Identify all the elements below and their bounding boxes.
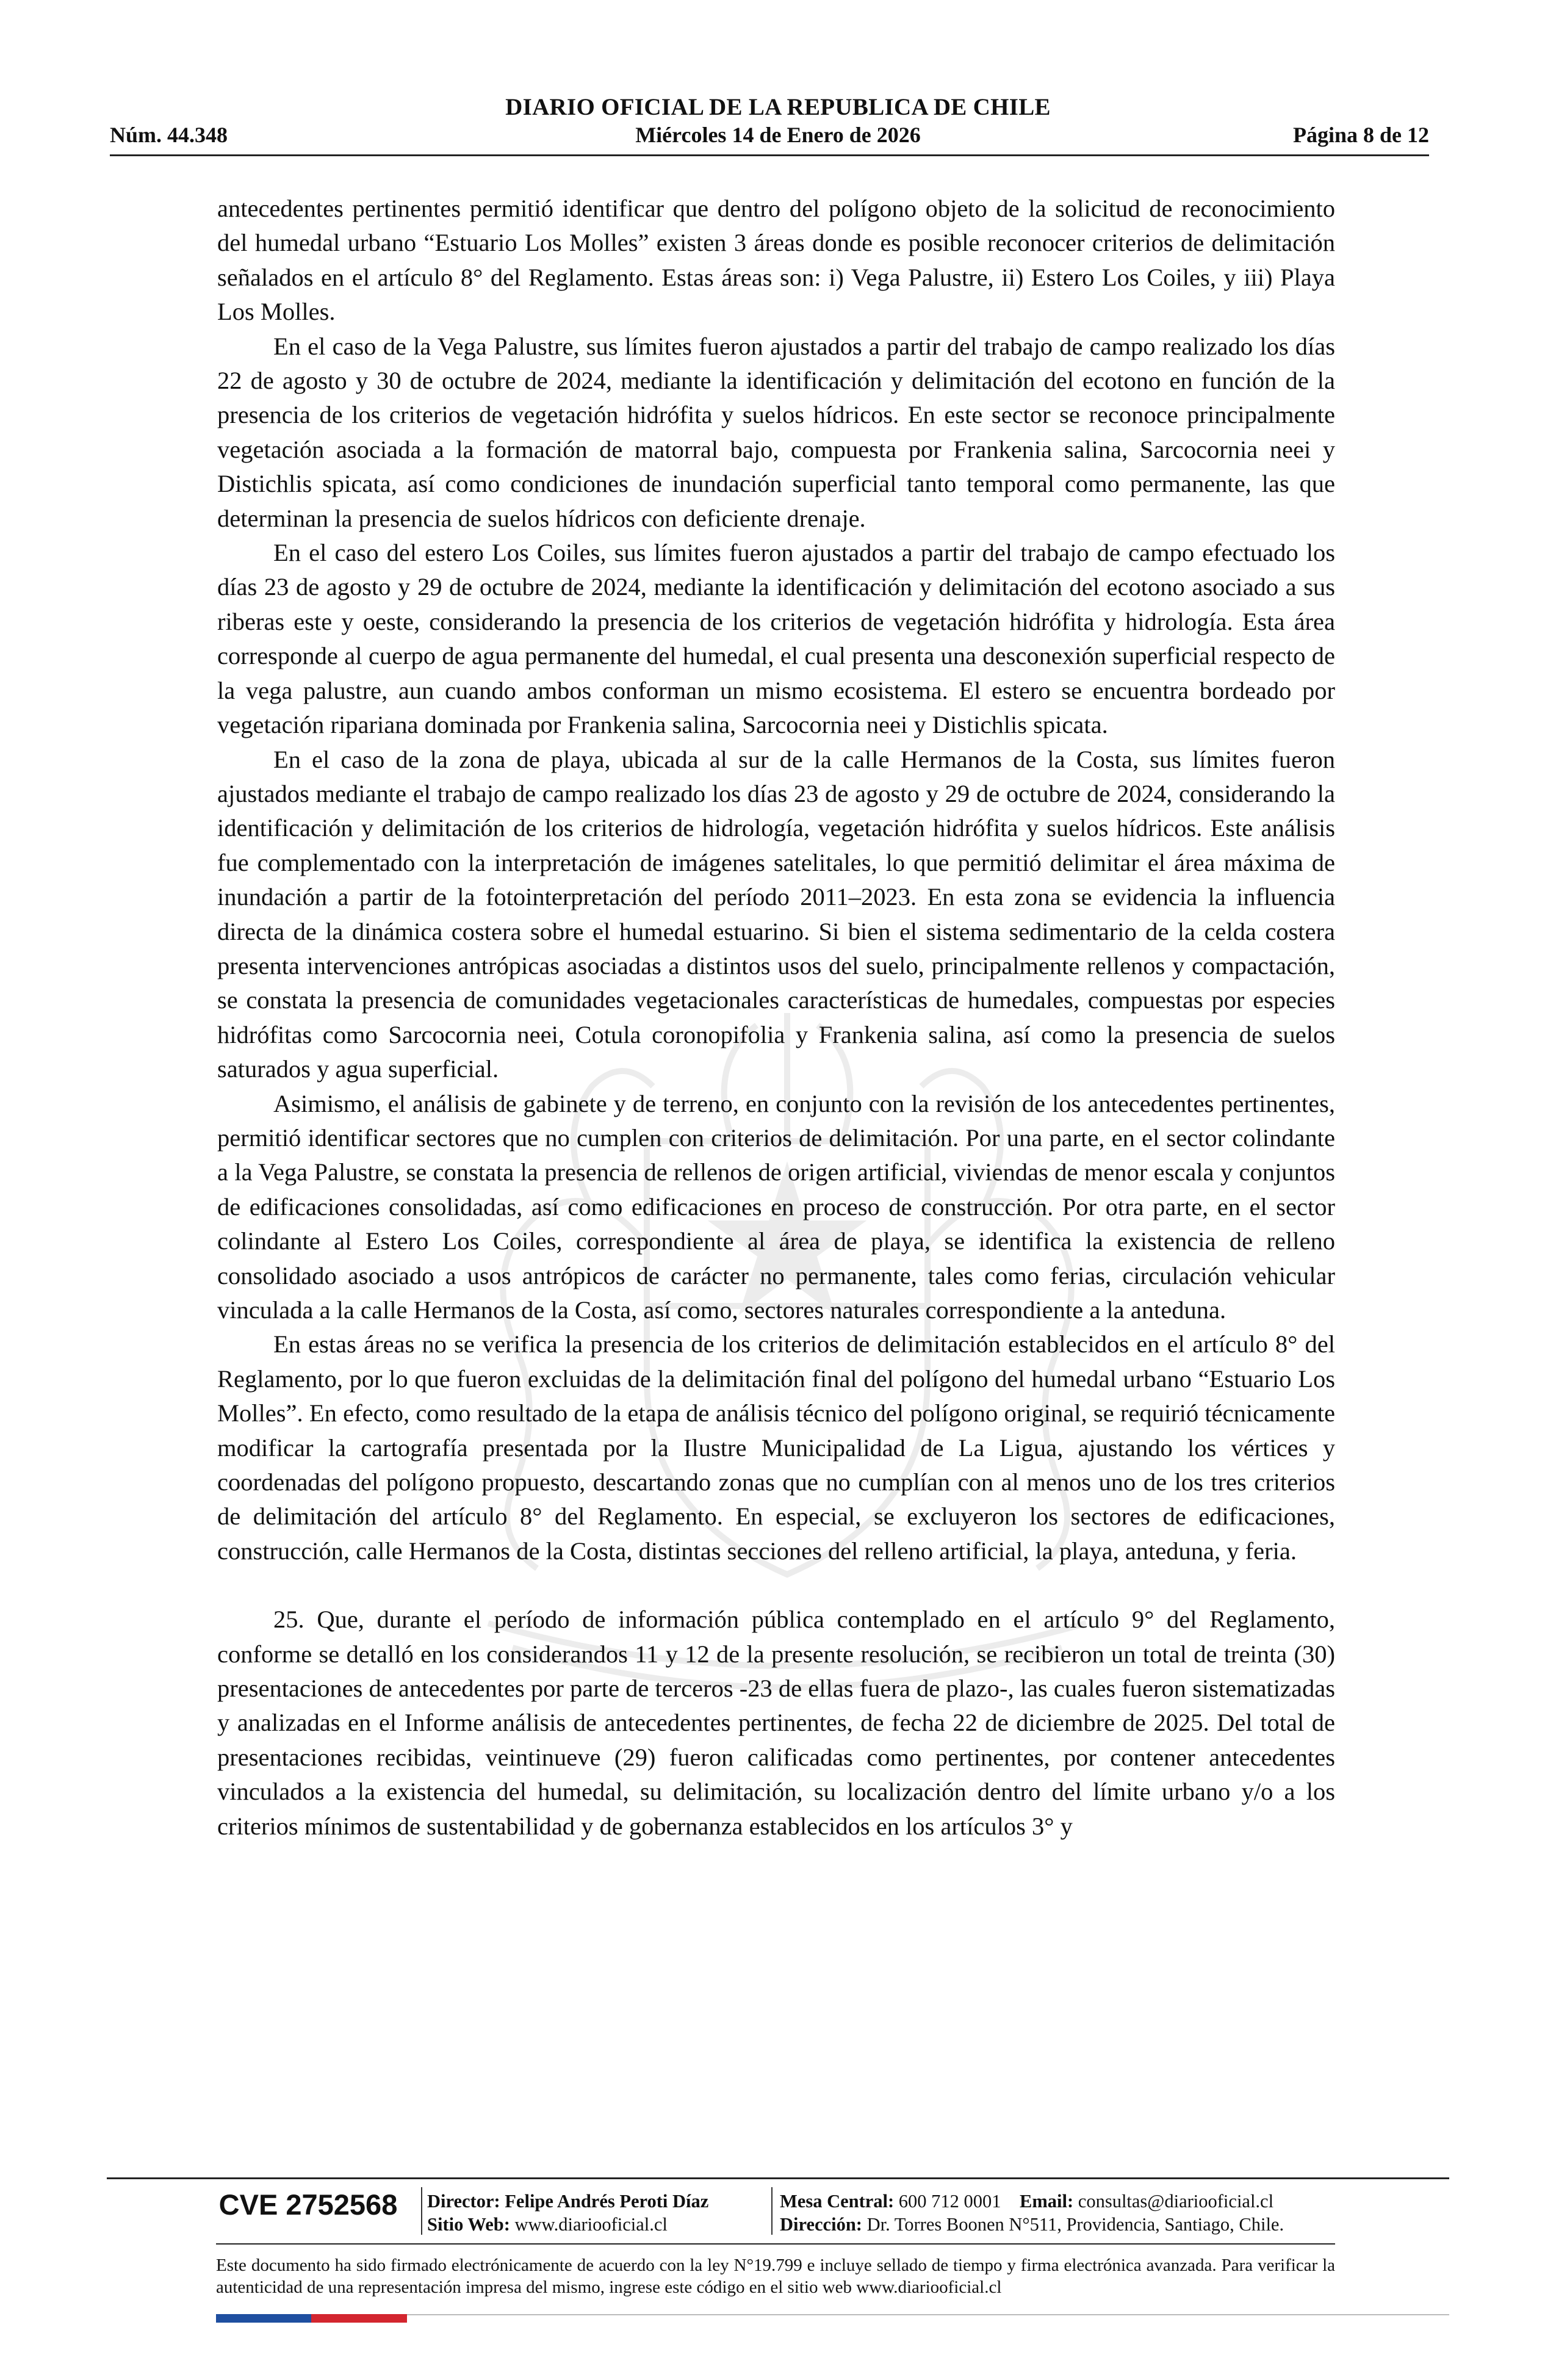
phone-label: Mesa Central: xyxy=(780,2191,895,2212)
flag-stripe-blue xyxy=(216,2314,311,2323)
paragraph-considerando-25: 25. Que, durante el período de información pública contemplado en el artículo 9° del Reglamento, conforme se detalló en los considerandos 11 y 12 de la presente resolución, se recibieron un total de treinta (30) presentaciones de antecedentes por parte de terceros -23 de ellas fuera de plazo-, las cuales fueron sistematizadas y analizadas en el Informe análisis de antecedentes pertinentes, de fecha 22 de diciembre de 2025. Del total de presentaciones recibidas, veintinueve (29) fueron calificadas como pertinentes, por contener antecedentes vinculados a la existencia del humedal, su delimitación, su localización dentro del límite urbano y/o a los criterios mínimos de sustentabilidad y de gobernanza establecidos en los artículos 3° y xyxy=(217,1606,1335,1840)
email-label: Email: xyxy=(1020,2191,1074,2212)
paragraph-sectores-excluidos: Asimismo, el análisis de gabinete y de terreno, en conjunto con la revisión de los antecedentes pertinentes, permitió identificar sectores que no cumplen con criterios de delimitación. Por una parte, en el sector colindante a la Vega Palustre, se constata la presencia de rellenos de origen artificial, viviendas de menor escala y conjuntos de edificaciones consolidadas, así como edificaciones en proceso de construcción. Por otra parte, en el sector colindante al Estero Los Coiles, correspondiente al área de playa, se identifica la existencia de relleno consolidado asociado a usos antrópicos de carácter no permanente, tales como ferias, circulación vehicular vinculada a la calle Hermanos de la Costa, así como, sectores naturales correspondiente a la anteduna. xyxy=(217,1089,1335,1324)
footer-separator xyxy=(421,2187,422,2235)
footer-separator xyxy=(771,2187,773,2235)
page-indicator: Página 8 de 12 xyxy=(1292,123,1429,147)
footer-divider-top xyxy=(107,2177,1449,2179)
paragraph-estero-los-coiles: En el caso del estero Los Coiles, sus límites fueron ajustados a partir del trabajo de campo efectuado los días 23 de agosto y 29 de octubre de 2024, mediante la identificación y delimitación del ecotono asociado a sus riberas este y oeste, considerando la presencia de los criterios de vegetación hidrófita y hidrología. Esta área corresponde al cuerpo de agua permanente del humedal, el cual presenta una desconexión superficial respecto de la vega palustre, aun cuando ambos conforman un mismo ecosistema. El estero se encuentra bordeado por vegetación ripariana dominada por Frankenia salina, Sarcocornia neei y Distichlis spicata. xyxy=(217,539,1335,739)
paragraph-vega-palustre: En el caso de la Vega Palustre, sus límites fueron ajustados a partir del trabajo de campo realizado los días 22 de agosto y 30 de octubre de 2024, mediante la identificación y delimitación del ecotono en función de la presencia de los criterios de vegetación hidrófita y suelos hídricos. En este sector se reconoce principalmente vegetación asociada a la formación de matorral bajo, compuesta por Frankenia salina, Sarcocornia neei y Distichlis spicata, así como condiciones de inundación superficial tanto temporal como permanente, las que determinan la presencia de suelos hídricos con deficiente drenaje. xyxy=(217,332,1335,532)
address-label: Dirección: xyxy=(780,2214,862,2235)
footer-divider-bottom xyxy=(407,2314,1449,2315)
issue-number: Núm. 44.348 xyxy=(110,123,228,147)
paragraph-zona-playa: En el caso de la zona de playa, ubicada al sur de la calle Hermanos de la Costa, sus límites fueron ajustados mediante el trabajo de campo realizado los días 23 de agosto y 29 de octubre de 2024, considerando la identificación y delimitación de los criterios de hidrología, vegetación hidrófita y suelos hídricos. Este análisis fue complementado con la interpretación de imágenes satelitales, lo que permitió delimitar el área máxima de inundación a partir de la fotointerpretación del período 2011–2023. En esta zona se evidencia la influencia directa de la dinámica costera sobre el humedal estuarino. Si bien el sistema sedimentario de la celda costera presenta intervenciones antrópicas asociadas a distintos usos del suelo, principalmente rellenos y compactación, se constata la presencia de comunidades vegetacionales características de humedales, compuestas por especies hidrófitas como Sarcocornia neei, Cotula coronopifolia y Frankenia salina, así como la presencia de suelos saturados y agua superficial. xyxy=(217,745,1335,1083)
phone-number: 600 712 0001 xyxy=(898,2191,1001,2212)
website-label: Sitio Web: xyxy=(427,2214,510,2235)
director-name: Felipe Andrés Peroti Díaz xyxy=(505,2191,709,2212)
footer-divider-mid xyxy=(216,2243,1335,2245)
newspaper-title: DIARIO OFICIAL DE LA REPUBLICA DE CHILE xyxy=(505,94,1051,120)
header-divider xyxy=(110,154,1429,156)
website-link[interactable]: www.diariooficial.cl xyxy=(514,2214,668,2235)
flag-stripe-red xyxy=(311,2314,407,2323)
legal-notice: Este documento ha sido firmado electrónicamente de acuerdo con la ley N°19.799 e incluye sellado de tiempo y firma electrónica avanzada. Para verificar la autenticidad de una representación impresa del mismo, ingrese este código en el sitio web www.diariooficial.cl xyxy=(216,2256,1335,2297)
address-text: Dr. Torres Boonen N°511, Providencia, Santiago, Chile. xyxy=(866,2214,1284,2235)
paragraph-continuation: antecedentes pertinentes permitió identificar que dentro del polígono objeto de la solicitud de reconocimiento del humedal urbano “Estuario Los Molles” existen 3 áreas donde es posible reconocer criterios de delimitación señalados en el artículo 8° del Reglamento. Estas áreas son: i) Vega Palustre, ii) Estero Los Coiles, y iii) Playa Los Molles. xyxy=(217,195,1335,326)
document-body xyxy=(217,192,1335,1844)
cve-code: CVE 2752568 xyxy=(218,2188,398,2221)
footer-director-block xyxy=(427,2190,708,2236)
footer-contact-block xyxy=(780,2190,1284,2236)
email-link[interactable]: consultas@diariooficial.cl xyxy=(1078,2191,1274,2212)
issue-date: Miércoles 14 de Enero de 2026 xyxy=(635,123,921,147)
director-label: Director: xyxy=(427,2191,500,2212)
paragraph-criterios-no-verificados: En estas áreas no se verifica la presencia de los criterios de delimitación establecidos en el artículo 8° del Reglamento, por lo que fueron excluidas de la delimitación final del polígono del humedal urbano “Estuario Los Molles”. En efecto, como resultado de la etapa de análisis técnico del polígono original, se requirió técnicamente modificar la cartografía presentada por la Ilustre Municipalidad de La Ligua, ajustando los vértices y coordenadas del polígono propuesto, descartando zonas que no cumplían con al menos uno de los tres criterios de delimitación del artículo 8° del Reglamento. En especial, se excluyeron los sectores de edificaciones, construcción, calle Hermanos de la Costa, distintas secciones del relleno artificial, la playa, anteduna, y feria. xyxy=(217,1330,1335,1565)
